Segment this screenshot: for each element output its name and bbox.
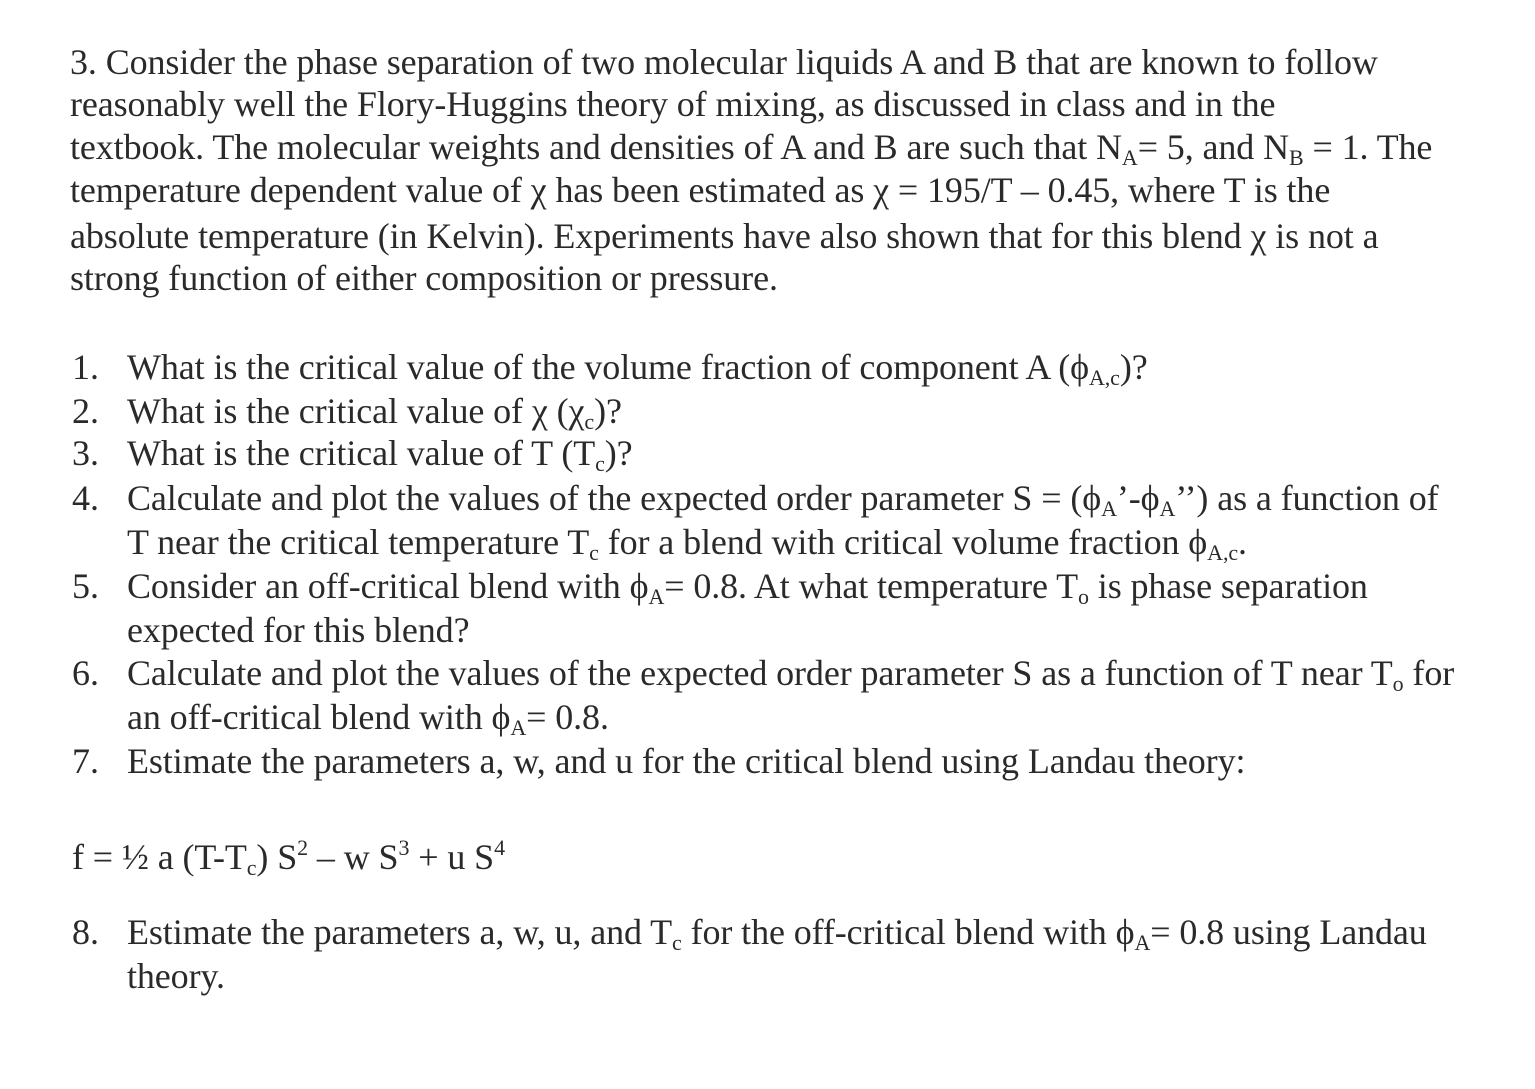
question-2-main: What is the critical value of χ (χ <box>127 391 585 431</box>
text: Calculate and plot the values of the expected order parameter S as a function of T near T <box>127 653 1393 693</box>
subscript: c <box>584 409 595 434</box>
intro-line-3-text-c: = 1. The <box>1303 127 1433 167</box>
subscript: A <box>1159 496 1176 521</box>
question-number: 2. <box>72 391 99 431</box>
question-number: 8. <box>72 912 99 952</box>
superscript: 3 <box>398 835 410 860</box>
question-number: 6. <box>72 653 99 693</box>
text: T near the critical temperature T <box>127 522 590 562</box>
question-1-main: What is the critical value of the volume fraction of component A (ϕ <box>127 347 1089 387</box>
intro-line-2: reasonably well the Flory-Huggins theory of mixing, as discussed in class and in the <box>70 84 1276 124</box>
subscript: A <box>1121 145 1138 170</box>
subscript: o <box>1077 584 1089 609</box>
text: – w S <box>308 837 399 877</box>
text: ) S <box>256 837 298 877</box>
text: = 0.8 using Landau <box>1150 912 1427 952</box>
subscript: A <box>1134 930 1151 955</box>
intro-line-4: temperature dependent value of χ has been estimated as χ = 195/T – 0.45, where T is the <box>70 170 1331 210</box>
subscript: c <box>589 540 599 565</box>
text: f = ½ a (T-T <box>72 837 247 877</box>
question-number: 4. <box>72 478 99 518</box>
subscript: A,c <box>1207 540 1239 565</box>
subscript: A <box>648 584 665 609</box>
question-number: 5. <box>72 566 99 606</box>
superscript: 4 <box>494 835 505 860</box>
text: Calculate and plot the values of the expected order parameter S = (ϕ <box>127 478 1102 518</box>
text: = 0.8. <box>526 697 609 737</box>
question-1-tail: )? <box>1119 347 1148 387</box>
question-3-main: What is the critical value of T (T <box>127 433 596 473</box>
subscript: o <box>1392 671 1404 696</box>
subscript: c <box>246 855 257 880</box>
question-8-line-1 <box>127 910 1427 965</box>
question-7-text: Estimate the parameters a, w, and u for the critical blend using Landau theory: <box>127 741 1246 781</box>
text: ’-ϕ <box>1116 478 1160 518</box>
landau-equation <box>72 826 505 890</box>
subscript: A,c <box>1088 365 1120 390</box>
question-number: 7. <box>72 741 99 781</box>
text: Consider an off-critical blend with ϕ <box>127 566 649 606</box>
question-5-line-2: expected for this blend? <box>127 610 470 650</box>
question-number: 3. <box>72 433 99 473</box>
text: Estimate the parameters a, w, u, and T <box>127 912 673 952</box>
intro-line-3-text-a: textbook. The molecular weights and densities of A and B are such that N <box>70 127 1122 167</box>
subscript: A <box>510 715 527 740</box>
intro-line-3-text-b: = 5, and N <box>1137 127 1289 167</box>
intro-line-1: 3. Consider the phase separation of two molecular liquids A and B that are known to follow <box>70 42 1378 82</box>
subscript: A <box>1101 496 1117 521</box>
text: + u S <box>409 837 495 877</box>
question-2-tail: )? <box>594 391 622 431</box>
question-8-line-2: theory. <box>127 956 225 996</box>
text: ’’) as a function of <box>1175 478 1439 518</box>
text: for a blend with critical volume fraction ϕ <box>598 522 1208 562</box>
intro-line-6: strong function of either composition or pressure. <box>70 258 778 298</box>
text: an off-critical blend with ϕ <box>127 697 511 737</box>
text: . <box>1238 522 1247 562</box>
text: for <box>1403 653 1455 693</box>
text: = 0.8. At what temperature T <box>664 566 1078 606</box>
subscript: c <box>595 451 605 476</box>
intro-line-5: absolute temperature (in Kelvin). Experiments have also shown that for this blend χ is not a <box>70 216 1379 256</box>
superscript: 2 <box>297 835 309 860</box>
question-3-tail: )? <box>604 433 633 473</box>
text: is phase separation <box>1088 566 1368 606</box>
text: for the off-critical blend with ϕ <box>681 912 1135 952</box>
question-number: 1. <box>72 347 99 387</box>
subscript: c <box>672 930 682 955</box>
subscript: B <box>1288 145 1304 170</box>
